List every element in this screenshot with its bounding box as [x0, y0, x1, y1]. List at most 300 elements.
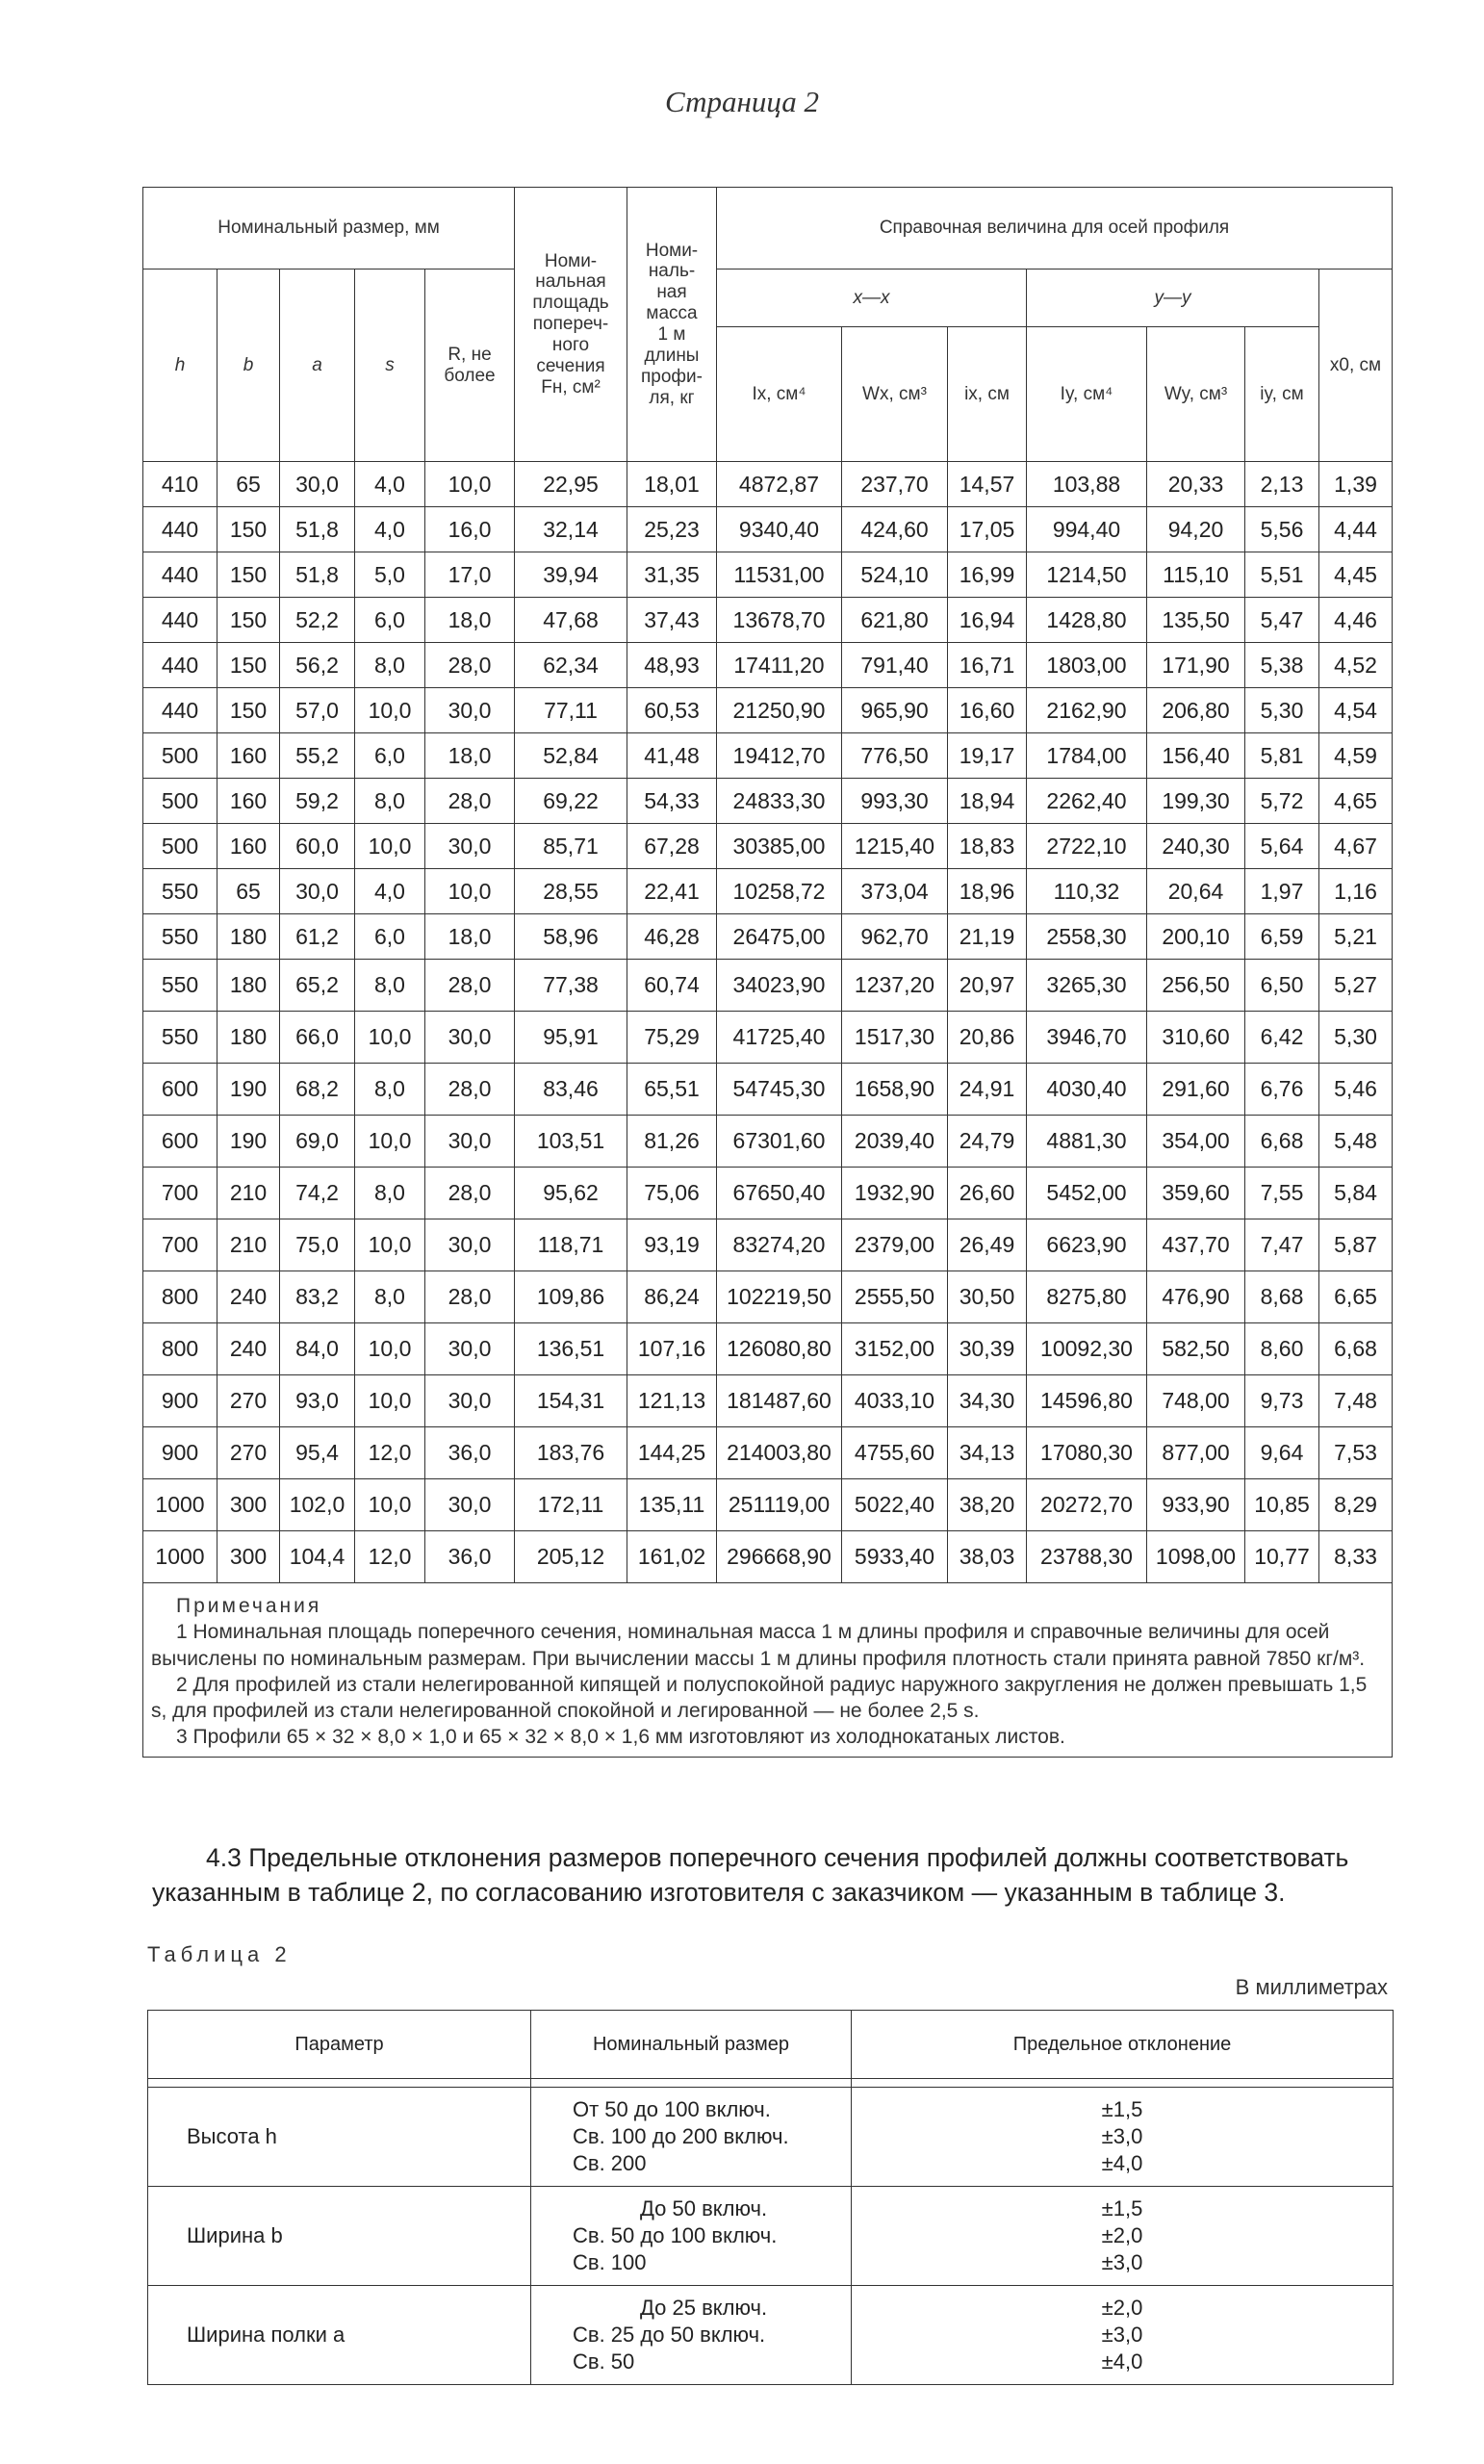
table-cell: 8,0 — [355, 960, 425, 1012]
table-cell: 1428,80 — [1027, 598, 1147, 643]
table-cell: 30,0 — [425, 1375, 515, 1427]
note-1: 1 Номинальная площадь поперечного сечения, номинальная масса 1 м длины профиля и справочные величины для осей вычислены по номинальным размерам. При вычислении массы 1 м длины профиля плотность стали принята равной 7850 кг/м³. — [151, 1621, 1366, 1670]
table-cell: 424,60 — [842, 507, 948, 552]
table-cell: 12,0 — [355, 1427, 425, 1479]
table-cell: 251119,00 — [717, 1479, 842, 1531]
table-cell: 19412,70 — [717, 733, 842, 779]
table-cell: 7,53 — [1319, 1427, 1393, 1479]
table-cell: 2262,40 — [1027, 779, 1147, 824]
nominal-line: Св. 100 до 200 включ. — [573, 2123, 789, 2148]
table-cell: 10,0 — [355, 1219, 425, 1271]
table-cell: 61,2 — [280, 914, 355, 960]
table-cell: 10092,30 — [1027, 1323, 1147, 1375]
table-cell: 135,50 — [1147, 598, 1245, 643]
table-cell: 183,76 — [515, 1427, 627, 1479]
note-2: 2 Для профилей из стали нелегированной кипящей и полуспокойной радиус наружного закругления не должен превышать 1,5 s, для профилей из стали нелегированной спокойной и легированной — не более 2,5 s. — [151, 1673, 1368, 1723]
table-cell: 30,0 — [425, 1479, 515, 1531]
table-cell: 20,97 — [948, 960, 1027, 1012]
table-cell: 437,70 — [1147, 1219, 1245, 1271]
table-cell: 4033,10 — [842, 1375, 948, 1427]
page-header: Страница 2 — [664, 85, 819, 118]
table-cell: 962,70 — [842, 914, 948, 960]
table-cell: 1215,40 — [842, 824, 948, 869]
table-cell: 37,43 — [627, 598, 717, 643]
table-cell: 296668,90 — [717, 1531, 842, 1583]
table-cell: 440 — [143, 552, 217, 598]
table-cell: 18,94 — [948, 779, 1027, 824]
deviation-cell — [852, 2286, 1394, 2385]
table-cell: 150 — [217, 507, 280, 552]
table-cell: 12,0 — [355, 1531, 425, 1583]
table-cell: 16,60 — [948, 688, 1027, 733]
table-cell: 10,0 — [355, 688, 425, 733]
table-cell: 7,48 — [1319, 1375, 1393, 1427]
table-cell: 190 — [217, 1116, 280, 1168]
table-cell: 34,13 — [948, 1427, 1027, 1479]
table-cell: 30,0 — [425, 1219, 515, 1271]
paragraph-4-3: 4.3 Предельные отклонения размеров поперечного сечения профилей должны соответствовать указанным в таблице 2, по согласованию изготовителя с заказчиком — указанным в таблице 3. — [152, 1843, 1349, 1907]
deviation-line: ±2,0 — [1101, 2295, 1143, 2320]
header-b: b — [217, 270, 280, 462]
note-3: 3 Профили 65 × 32 × 8,0 × 1,0 и 65 × 32 × 8,0 × 1,6 мм изготовляют из холоднокатаных листов. — [176, 1726, 1065, 1749]
table-cell: 240 — [217, 1323, 280, 1375]
table-cell: 136,51 — [515, 1323, 627, 1375]
table-cell: 1,16 — [1319, 869, 1393, 914]
table2-title: Таблица 2 — [147, 1942, 292, 1966]
header-area-line: Номи- — [544, 250, 598, 271]
deviation-line: ±4,0 — [1101, 2151, 1143, 2176]
table-cell: 5,0 — [355, 552, 425, 598]
table-cell: 359,60 — [1147, 1168, 1245, 1219]
table-cell: 62,34 — [515, 643, 627, 688]
table-cell: 6,65 — [1319, 1271, 1393, 1323]
table-cell: 21,19 — [948, 914, 1027, 960]
table-row — [143, 552, 1393, 598]
deviation-line: ±3,0 — [1101, 2123, 1143, 2148]
table-cell: 6,0 — [355, 914, 425, 960]
table-cell: 107,16 — [627, 1323, 717, 1375]
table-cell: 14596,80 — [1027, 1375, 1147, 1427]
table-cell: 8,29 — [1319, 1479, 1393, 1531]
table-row — [143, 1012, 1393, 1064]
table-row — [143, 1219, 1393, 1271]
table-cell: 150 — [217, 643, 280, 688]
table-cell: 440 — [143, 507, 217, 552]
table-cell: 500 — [143, 733, 217, 779]
table-cell: 9,73 — [1245, 1375, 1319, 1427]
table-cell: 933,90 — [1147, 1479, 1245, 1531]
table-cell: 94,20 — [1147, 507, 1245, 552]
table-cell: 550 — [143, 960, 217, 1012]
header-mass-line: ная — [656, 282, 687, 303]
table-cell: 103,88 — [1027, 462, 1147, 507]
header-nominal-size: Номинальный размер, мм — [143, 188, 515, 270]
table-cell: 65 — [217, 462, 280, 507]
header-area-line: попереч- — [532, 314, 609, 335]
table-cell: 110,32 — [1027, 869, 1147, 914]
table-cell: 121,13 — [627, 1375, 717, 1427]
table-cell: 582,50 — [1147, 1323, 1245, 1375]
header-iy-moment: Iy, см⁴ — [1027, 327, 1147, 462]
parameter-cell: Ширина b — [148, 2187, 531, 2286]
table-cell: 440 — [143, 598, 217, 643]
table-body — [143, 462, 1393, 1758]
header-mass-line: ля, кг — [649, 387, 695, 408]
table-cell: 60,0 — [280, 824, 355, 869]
table-cell: 160 — [217, 824, 280, 869]
table-cell: 600 — [143, 1116, 217, 1168]
table-row — [143, 1323, 1393, 1375]
table-cell: 31,35 — [627, 552, 717, 598]
table-row — [143, 1479, 1393, 1531]
table-cell: 17080,30 — [1027, 1427, 1147, 1479]
header-area-line: ного — [551, 334, 590, 355]
header-ix-moment: Ix, см⁴ — [717, 327, 842, 462]
nominal-cell — [531, 2286, 852, 2385]
table-cell: 30,39 — [948, 1323, 1027, 1375]
table-cell: 54745,30 — [717, 1064, 842, 1116]
header-r — [425, 270, 515, 462]
table-cell: 16,99 — [948, 552, 1027, 598]
table-cell: 30,0 — [425, 1323, 515, 1375]
table-cell: 18,0 — [425, 733, 515, 779]
table-cell: 210 — [217, 1168, 280, 1219]
table-cell: 10,0 — [355, 1323, 425, 1375]
table-cell: 28,0 — [425, 1064, 515, 1116]
table-cell: 95,91 — [515, 1012, 627, 1064]
table-cell: 36,0 — [425, 1531, 515, 1583]
table-cell: 160 — [217, 779, 280, 824]
table-cell: 776,50 — [842, 733, 948, 779]
table-cell: 126080,80 — [717, 1323, 842, 1375]
table-cell: 30,0 — [425, 688, 515, 733]
table-cell: 6,50 — [1245, 960, 1319, 1012]
table-cell: 1517,30 — [842, 1012, 948, 1064]
header-axis-x: x—x — [717, 270, 1027, 327]
table-cell: 4,59 — [1319, 733, 1393, 779]
header-mass-line: профи- — [641, 366, 703, 387]
table-cell: 500 — [143, 824, 217, 869]
table-cell: 6,42 — [1245, 1012, 1319, 1064]
table-cell: 51,8 — [280, 507, 355, 552]
table-cell: 30385,00 — [717, 824, 842, 869]
table-cell: 5,56 — [1245, 507, 1319, 552]
table-cell: 373,04 — [842, 869, 948, 914]
table-cell: 22,95 — [515, 462, 627, 507]
table-cell: 6623,90 — [1027, 1219, 1147, 1271]
table-cell: 550 — [143, 914, 217, 960]
table-cell: 74,2 — [280, 1168, 355, 1219]
table-cell: 900 — [143, 1427, 217, 1479]
table-cell: 476,90 — [1147, 1271, 1245, 1323]
table-cell: 19,17 — [948, 733, 1027, 779]
table-cell: 6,0 — [355, 733, 425, 779]
table-cell: 16,94 — [948, 598, 1027, 643]
header-mass-line: длины — [644, 345, 700, 366]
table-cell: 524,10 — [842, 552, 948, 598]
deviation-line: ±2,0 — [1101, 2222, 1143, 2247]
table-cell: 240,30 — [1147, 824, 1245, 869]
table-cell: 5,72 — [1245, 779, 1319, 824]
table-cell: 10,77 — [1245, 1531, 1319, 1583]
table-cell: 22,41 — [627, 869, 717, 914]
table-cell: 46,28 — [627, 914, 717, 960]
table-cell: 10,0 — [355, 1375, 425, 1427]
table-cell: 6,0 — [355, 598, 425, 643]
header-area-line: площадь — [532, 293, 609, 314]
table-cell: 6,76 — [1245, 1064, 1319, 1116]
header-mass-line: 1 м — [657, 324, 686, 345]
tolerance-table — [147, 2010, 1394, 2385]
parameter-cell: Высота h — [148, 2088, 531, 2187]
table-cell: 39,94 — [515, 552, 627, 598]
table-cell: 60,53 — [627, 688, 717, 733]
table-cell: 21250,90 — [717, 688, 842, 733]
table-cell: 95,62 — [515, 1168, 627, 1219]
table-cell: 58,96 — [515, 914, 627, 960]
table-cell: 56,2 — [280, 643, 355, 688]
table-cell: 190 — [217, 1064, 280, 1116]
table-cell: 17411,20 — [717, 643, 842, 688]
t2-header-deviation: Предельное отклонение — [852, 2011, 1394, 2079]
table-cell: 4872,87 — [717, 462, 842, 507]
table-cell: 791,40 — [842, 643, 948, 688]
header-area-line: сечения — [536, 355, 605, 376]
header-r-line: более — [444, 365, 496, 386]
table-cell: 67,28 — [627, 824, 717, 869]
header-mass-line: Номи- — [645, 240, 699, 261]
table-cell: 144,25 — [627, 1427, 717, 1479]
table-cell: 4,65 — [1319, 779, 1393, 824]
table-row — [143, 1116, 1393, 1168]
table-cell: 10258,72 — [717, 869, 842, 914]
table-cell: 550 — [143, 1012, 217, 1064]
table-cell: 34023,90 — [717, 960, 842, 1012]
table-cell: 93,0 — [280, 1375, 355, 1427]
table-cell: 2162,90 — [1027, 688, 1147, 733]
header-r-line: R, не — [448, 344, 492, 365]
table-cell: 240 — [217, 1271, 280, 1323]
table-cell: 10,0 — [355, 824, 425, 869]
table-cell: 410 — [143, 462, 217, 507]
table-cell: 18,0 — [425, 598, 515, 643]
table-cell: 75,0 — [280, 1219, 355, 1271]
nominal-line: Св. 200 — [573, 2151, 647, 2176]
table-cell: 41725,40 — [717, 1012, 842, 1064]
table-cell: 28,0 — [425, 643, 515, 688]
table-cell: 180 — [217, 1012, 280, 1064]
header-s: s — [355, 270, 425, 462]
table-cell: 5933,40 — [842, 1531, 948, 1583]
table-cell: 2722,10 — [1027, 824, 1147, 869]
table-cell: 8,60 — [1245, 1323, 1319, 1375]
table-cell: 32,14 — [515, 507, 627, 552]
table-cell: 18,96 — [948, 869, 1027, 914]
table-cell: 4,54 — [1319, 688, 1393, 733]
table-cell: 4030,40 — [1027, 1064, 1147, 1116]
table-cell: 103,51 — [515, 1116, 627, 1168]
table-cell: 270 — [217, 1427, 280, 1479]
table-cell: 1803,00 — [1027, 643, 1147, 688]
table-cell: 8,0 — [355, 1168, 425, 1219]
table-cell: 83,2 — [280, 1271, 355, 1323]
table-cell: 600 — [143, 1064, 217, 1116]
table-cell: 14,57 — [948, 462, 1027, 507]
table-cell: 24,91 — [948, 1064, 1027, 1116]
table-cell: 69,22 — [515, 779, 627, 824]
table-row — [143, 688, 1393, 733]
table-row — [143, 1064, 1393, 1116]
table-cell: 135,11 — [627, 1479, 717, 1531]
header-x0: x0, см — [1319, 270, 1393, 462]
table-cell: 85,71 — [515, 824, 627, 869]
header-area-line: Fн, см² — [541, 376, 601, 398]
table-cell: 310,60 — [1147, 1012, 1245, 1064]
table-cell: 24,79 — [948, 1116, 1027, 1168]
table-cell: 5,64 — [1245, 824, 1319, 869]
table-cell: 47,68 — [515, 598, 627, 643]
table-cell: 1658,90 — [842, 1064, 948, 1116]
nominal-cell — [531, 2187, 852, 2286]
table-cell: 30,0 — [280, 462, 355, 507]
table-cell: 800 — [143, 1323, 217, 1375]
table-cell: 60,74 — [627, 960, 717, 1012]
table-cell: 181487,60 — [717, 1375, 842, 1427]
table-cell: 180 — [217, 960, 280, 1012]
header-h: h — [143, 270, 217, 462]
table-cell: 28,0 — [425, 779, 515, 824]
table-cell: 965,90 — [842, 688, 948, 733]
nominal-line: Св. 25 до 50 включ. — [573, 2322, 766, 2347]
table-row — [143, 1271, 1393, 1323]
header-axis-y: y—y — [1027, 270, 1319, 327]
header-wx: Wx, см³ — [842, 327, 948, 462]
table-cell: 34,30 — [948, 1375, 1027, 1427]
table-cell: 4881,30 — [1027, 1116, 1147, 1168]
table-cell: 1214,50 — [1027, 552, 1147, 598]
table-cell: 2039,40 — [842, 1116, 948, 1168]
table-cell: 5,27 — [1319, 960, 1393, 1012]
nominal-line: От 50 до 100 включ. — [573, 2096, 771, 2121]
table-cell: 65,51 — [627, 1064, 717, 1116]
table-row — [143, 598, 1393, 643]
table-cell: 75,06 — [627, 1168, 717, 1219]
nominal-line: Св. 50 — [573, 2349, 635, 2374]
table-cell: 5022,40 — [842, 1479, 948, 1531]
deviation-line: ±1,5 — [1101, 2195, 1143, 2220]
table-cell: 30,50 — [948, 1271, 1027, 1323]
table-cell: 75,29 — [627, 1012, 717, 1064]
table-cell: 26,60 — [948, 1168, 1027, 1219]
table-cell: 18,83 — [948, 824, 1027, 869]
table-cell: 4,0 — [355, 462, 425, 507]
table-cell: 291,60 — [1147, 1064, 1245, 1116]
table-cell: 300 — [217, 1479, 280, 1531]
table-cell: 28,0 — [425, 960, 515, 1012]
table-cell: 28,0 — [425, 1168, 515, 1219]
table-cell: 30,0 — [425, 1116, 515, 1168]
tolerance-row — [148, 2187, 1394, 2286]
table-cell: 5,38 — [1245, 643, 1319, 688]
table-cell: 13678,70 — [717, 598, 842, 643]
nominal-line: Св. 50 до 100 включ. — [573, 2222, 778, 2247]
table-cell: 1932,90 — [842, 1168, 948, 1219]
table-cell: 67301,60 — [717, 1116, 842, 1168]
table-cell: 206,80 — [1147, 688, 1245, 733]
table-cell: 8275,80 — [1027, 1271, 1147, 1323]
t2-header-parameter: Параметр — [148, 2011, 531, 2079]
table-cell: 10,0 — [355, 1012, 425, 1064]
table-cell: 109,86 — [515, 1271, 627, 1323]
table-cell: 700 — [143, 1168, 217, 1219]
deviation-cell — [852, 2088, 1394, 2187]
table-cell: 67650,40 — [717, 1168, 842, 1219]
table-cell: 30,0 — [280, 869, 355, 914]
table-cell: 1098,00 — [1147, 1531, 1245, 1583]
table-cell: 24833,30 — [717, 779, 842, 824]
table-cell: 8,68 — [1245, 1271, 1319, 1323]
table-cell: 52,2 — [280, 598, 355, 643]
table-cell: 2,13 — [1245, 462, 1319, 507]
table-cell: 300 — [217, 1531, 280, 1583]
table-cell: 104,4 — [280, 1531, 355, 1583]
table-cell: 52,84 — [515, 733, 627, 779]
table-cell: 205,12 — [515, 1531, 627, 1583]
table-cell: 1,97 — [1245, 869, 1319, 914]
table-row — [143, 1168, 1393, 1219]
header-ix-radius: ix, см — [948, 327, 1027, 462]
table-cell: 65,2 — [280, 960, 355, 1012]
table-cell: 59,2 — [280, 779, 355, 824]
table-cell: 5,30 — [1245, 688, 1319, 733]
table-cell: 115,10 — [1147, 552, 1245, 598]
table-row — [143, 462, 1393, 507]
table-cell: 8,33 — [1319, 1531, 1393, 1583]
table-cell: 500 — [143, 779, 217, 824]
table-cell: 171,90 — [1147, 643, 1245, 688]
table-cell: 3152,00 — [842, 1323, 948, 1375]
table-cell: 10,0 — [425, 869, 515, 914]
table-cell: 20,33 — [1147, 462, 1245, 507]
header-mass-line: масса — [646, 303, 698, 324]
table-cell: 6,59 — [1245, 914, 1319, 960]
table-cell: 354,00 — [1147, 1116, 1245, 1168]
table-cell: 150 — [217, 598, 280, 643]
table-cell: 1000 — [143, 1479, 217, 1531]
table-cell: 11531,00 — [717, 552, 842, 598]
table-cell: 150 — [217, 688, 280, 733]
table-cell: 621,80 — [842, 598, 948, 643]
table-cell: 5,30 — [1319, 1012, 1393, 1064]
nominal-line: До 25 включ. — [640, 2295, 768, 2320]
table-cell: 5,51 — [1245, 552, 1319, 598]
table-cell: 54,33 — [627, 779, 717, 824]
table-cell: 150 — [217, 552, 280, 598]
table-cell: 4,67 — [1319, 824, 1393, 869]
table-cell: 10,0 — [355, 1116, 425, 1168]
table-cell: 38,20 — [948, 1479, 1027, 1531]
table-cell: 8,0 — [355, 1064, 425, 1116]
table-cell: 65 — [217, 869, 280, 914]
table-cell: 28,55 — [515, 869, 627, 914]
table-row — [143, 779, 1393, 824]
table-cell: 161,02 — [627, 1531, 717, 1583]
table-cell: 5,47 — [1245, 598, 1319, 643]
table-cell: 270 — [217, 1375, 280, 1427]
table-row — [143, 960, 1393, 1012]
table-cell: 86,24 — [627, 1271, 717, 1323]
table-row — [143, 914, 1393, 960]
